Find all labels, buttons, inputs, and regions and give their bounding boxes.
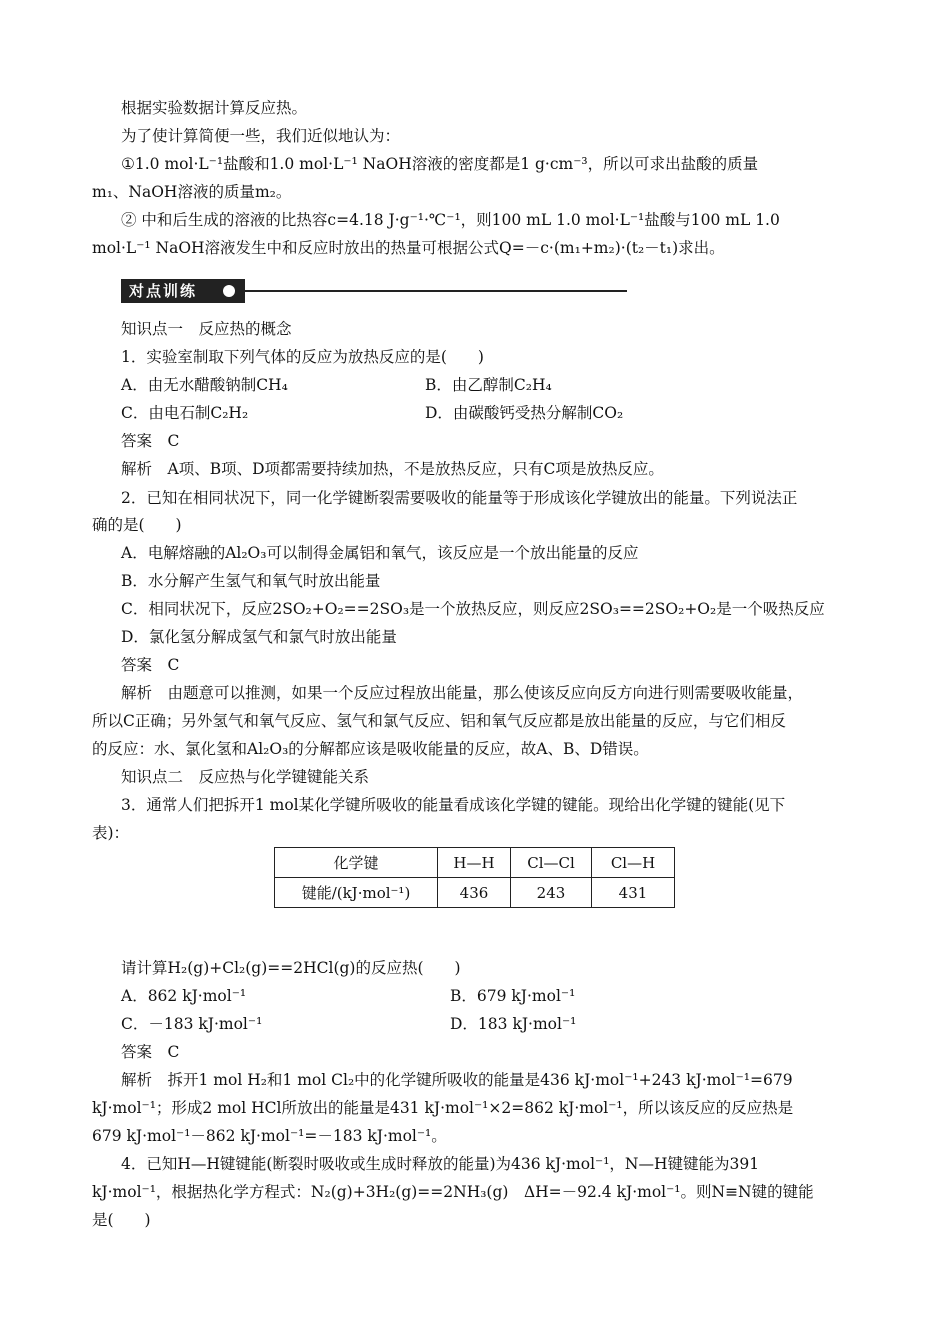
option-b: B．水分解产生氢气和氧气时放出能量 — [121, 572, 381, 590]
analysis: 679 kJ·mol⁻¹－862 kJ·mol⁻¹=－183 kJ·mol⁻¹。 — [92, 1127, 447, 1145]
analysis: 解析 由题意可以推测，如果一个反应过程放出能量，那么使该反应向反方向进行则需要吸收能量， — [121, 684, 804, 702]
analysis: 的反应：水、氯化氢和Al₂O₃的分解都应该是吸收能量的反应，故A、B、D错误。 — [92, 740, 649, 758]
analysis: 所以C正确；另外氢气和氧气反应、氢气和氯气反应、铝和氧气反应都是放出能量的反应，与它们相反 — [92, 712, 786, 730]
section-heading: 知识点二 反应热与化学键键能关系 — [121, 768, 370, 786]
table-cell: Cl—Cl — [511, 848, 592, 878]
text-line: mol·L⁻¹ NaOH溶液发生中和反应时放出的热量可根据公式Q=－c·(m₁+m₂)·(t₂－t₁)求出。 — [92, 239, 725, 257]
analysis: 解析 A项、B项、D项都需要持续加热，不是放热反应，只有C项是放热反应。 — [121, 460, 664, 478]
option-d: D．由碳酸钙受热分解制CO₂ — [425, 404, 624, 422]
question-stem: 是( ) — [92, 1211, 151, 1229]
analysis: 解析 拆开1 mol H₂和1 mol Cl₂中的化学键所吸收的能量是436 kJ·mol⁻¹+243 kJ·mol⁻¹=679 — [121, 1071, 793, 1089]
option-b: B．679 kJ·mol⁻¹ — [450, 987, 576, 1005]
option-c: C．由电石制C₂H₂ — [121, 404, 249, 422]
option-a: A．电解熔融的Al₂O₃可以制得金属铝和氧气，该反应是一个放出能量的反应 — [121, 544, 639, 562]
option-a: A．由无水醋酸钠制CH₄ — [121, 376, 288, 394]
table-cell: 243 — [511, 878, 592, 908]
table-cell: 键能/(kJ·mol⁻¹) — [275, 878, 438, 908]
option-d: D．氯化氢分解成氢气和氯气时放出能量 — [121, 628, 397, 646]
text-line: 根据实验数据计算反应热。 — [121, 99, 308, 117]
question-stem: 4．已知H—H键键能(断裂时吸收或生成时释放的能量)为436 kJ·mol⁻¹，N—H键键能为391 — [121, 1155, 760, 1173]
answer: 答案 C — [121, 1043, 180, 1061]
table-row — [275, 848, 675, 878]
option-a: A．862 kJ·mol⁻¹ — [121, 987, 247, 1005]
bullet-icon — [223, 285, 235, 297]
table-row — [275, 878, 675, 908]
table-cell: H—H — [438, 848, 511, 878]
answer: 答案 C — [121, 432, 180, 450]
question-stem: 表)： — [92, 824, 130, 842]
text-line: m₁、NaOH溶液的质量m₂。 — [92, 183, 292, 201]
text-line: ② 中和后生成的溶液的比热容c=4.18 J·g⁻¹·℃⁻¹，则100 mL 1.0 mol·L⁻¹盐酸与100 mL 1.0 — [121, 211, 780, 229]
question-stem: 1．实验室制取下列气体的反应为放热反应的是( ) — [121, 348, 484, 366]
table-cell: Cl—H — [592, 848, 675, 878]
table-cell: 化学键 — [275, 848, 438, 878]
option-c: C．－183 kJ·mol⁻¹ — [121, 1015, 263, 1033]
text-line: 为了使计算简便一些，我们近似地认为： — [121, 127, 401, 145]
table-cell: 431 — [592, 878, 675, 908]
banner-label: 对点训练 — [121, 279, 245, 303]
option-d: D．183 kJ·mol⁻¹ — [450, 1015, 577, 1033]
question-stem: 确的是( ) — [92, 516, 182, 534]
analysis: kJ·mol⁻¹；形成2 mol HCl所放出的能量是431 kJ·mol⁻¹×2=862 kJ·mol⁻¹，所以该反应的反应热是 — [92, 1099, 794, 1117]
question-stem: 3．通常人们把拆开1 mol某化学键所吸收的能量看成该化学键的键能。现给出化学键的键能(见下 — [121, 796, 786, 814]
bond-energy-table — [274, 847, 675, 908]
section-heading: 知识点一 反应热的概念 — [121, 320, 292, 338]
banner-divider — [245, 290, 627, 292]
question-stem: kJ·mol⁻¹，根据热化学方程式：N₂(g)+3H₂(g)==2NH₃(g) ΔH=－92.4 kJ·mol⁻¹。则N≡N键的键能 — [92, 1183, 814, 1201]
text-line: ①1.0 mol·L⁻¹盐酸和1.0 mol·L⁻¹ NaOH溶液的密度都是1 g·cm⁻³，所以可求出盐酸的质量 — [121, 155, 759, 173]
question-stem: 2．已知在相同状况下，同一化学键断裂需要吸收的能量等于形成该化学键放出的能量。下列说法正 — [121, 489, 798, 507]
question-ask: 请计算H₂(g)+Cl₂(g)==2HCl(g)的反应热( ) — [121, 959, 461, 977]
answer: 答案 C — [121, 656, 180, 674]
option-c: C．相同状况下，反应2SO₂+O₂==2SO₃是一个放热反应，则反应2SO₃==2SO₂+O₂是一个吸热反应 — [121, 600, 825, 618]
table-cell: 436 — [438, 878, 511, 908]
option-b: B．由乙醇制C₂H₄ — [425, 376, 552, 394]
